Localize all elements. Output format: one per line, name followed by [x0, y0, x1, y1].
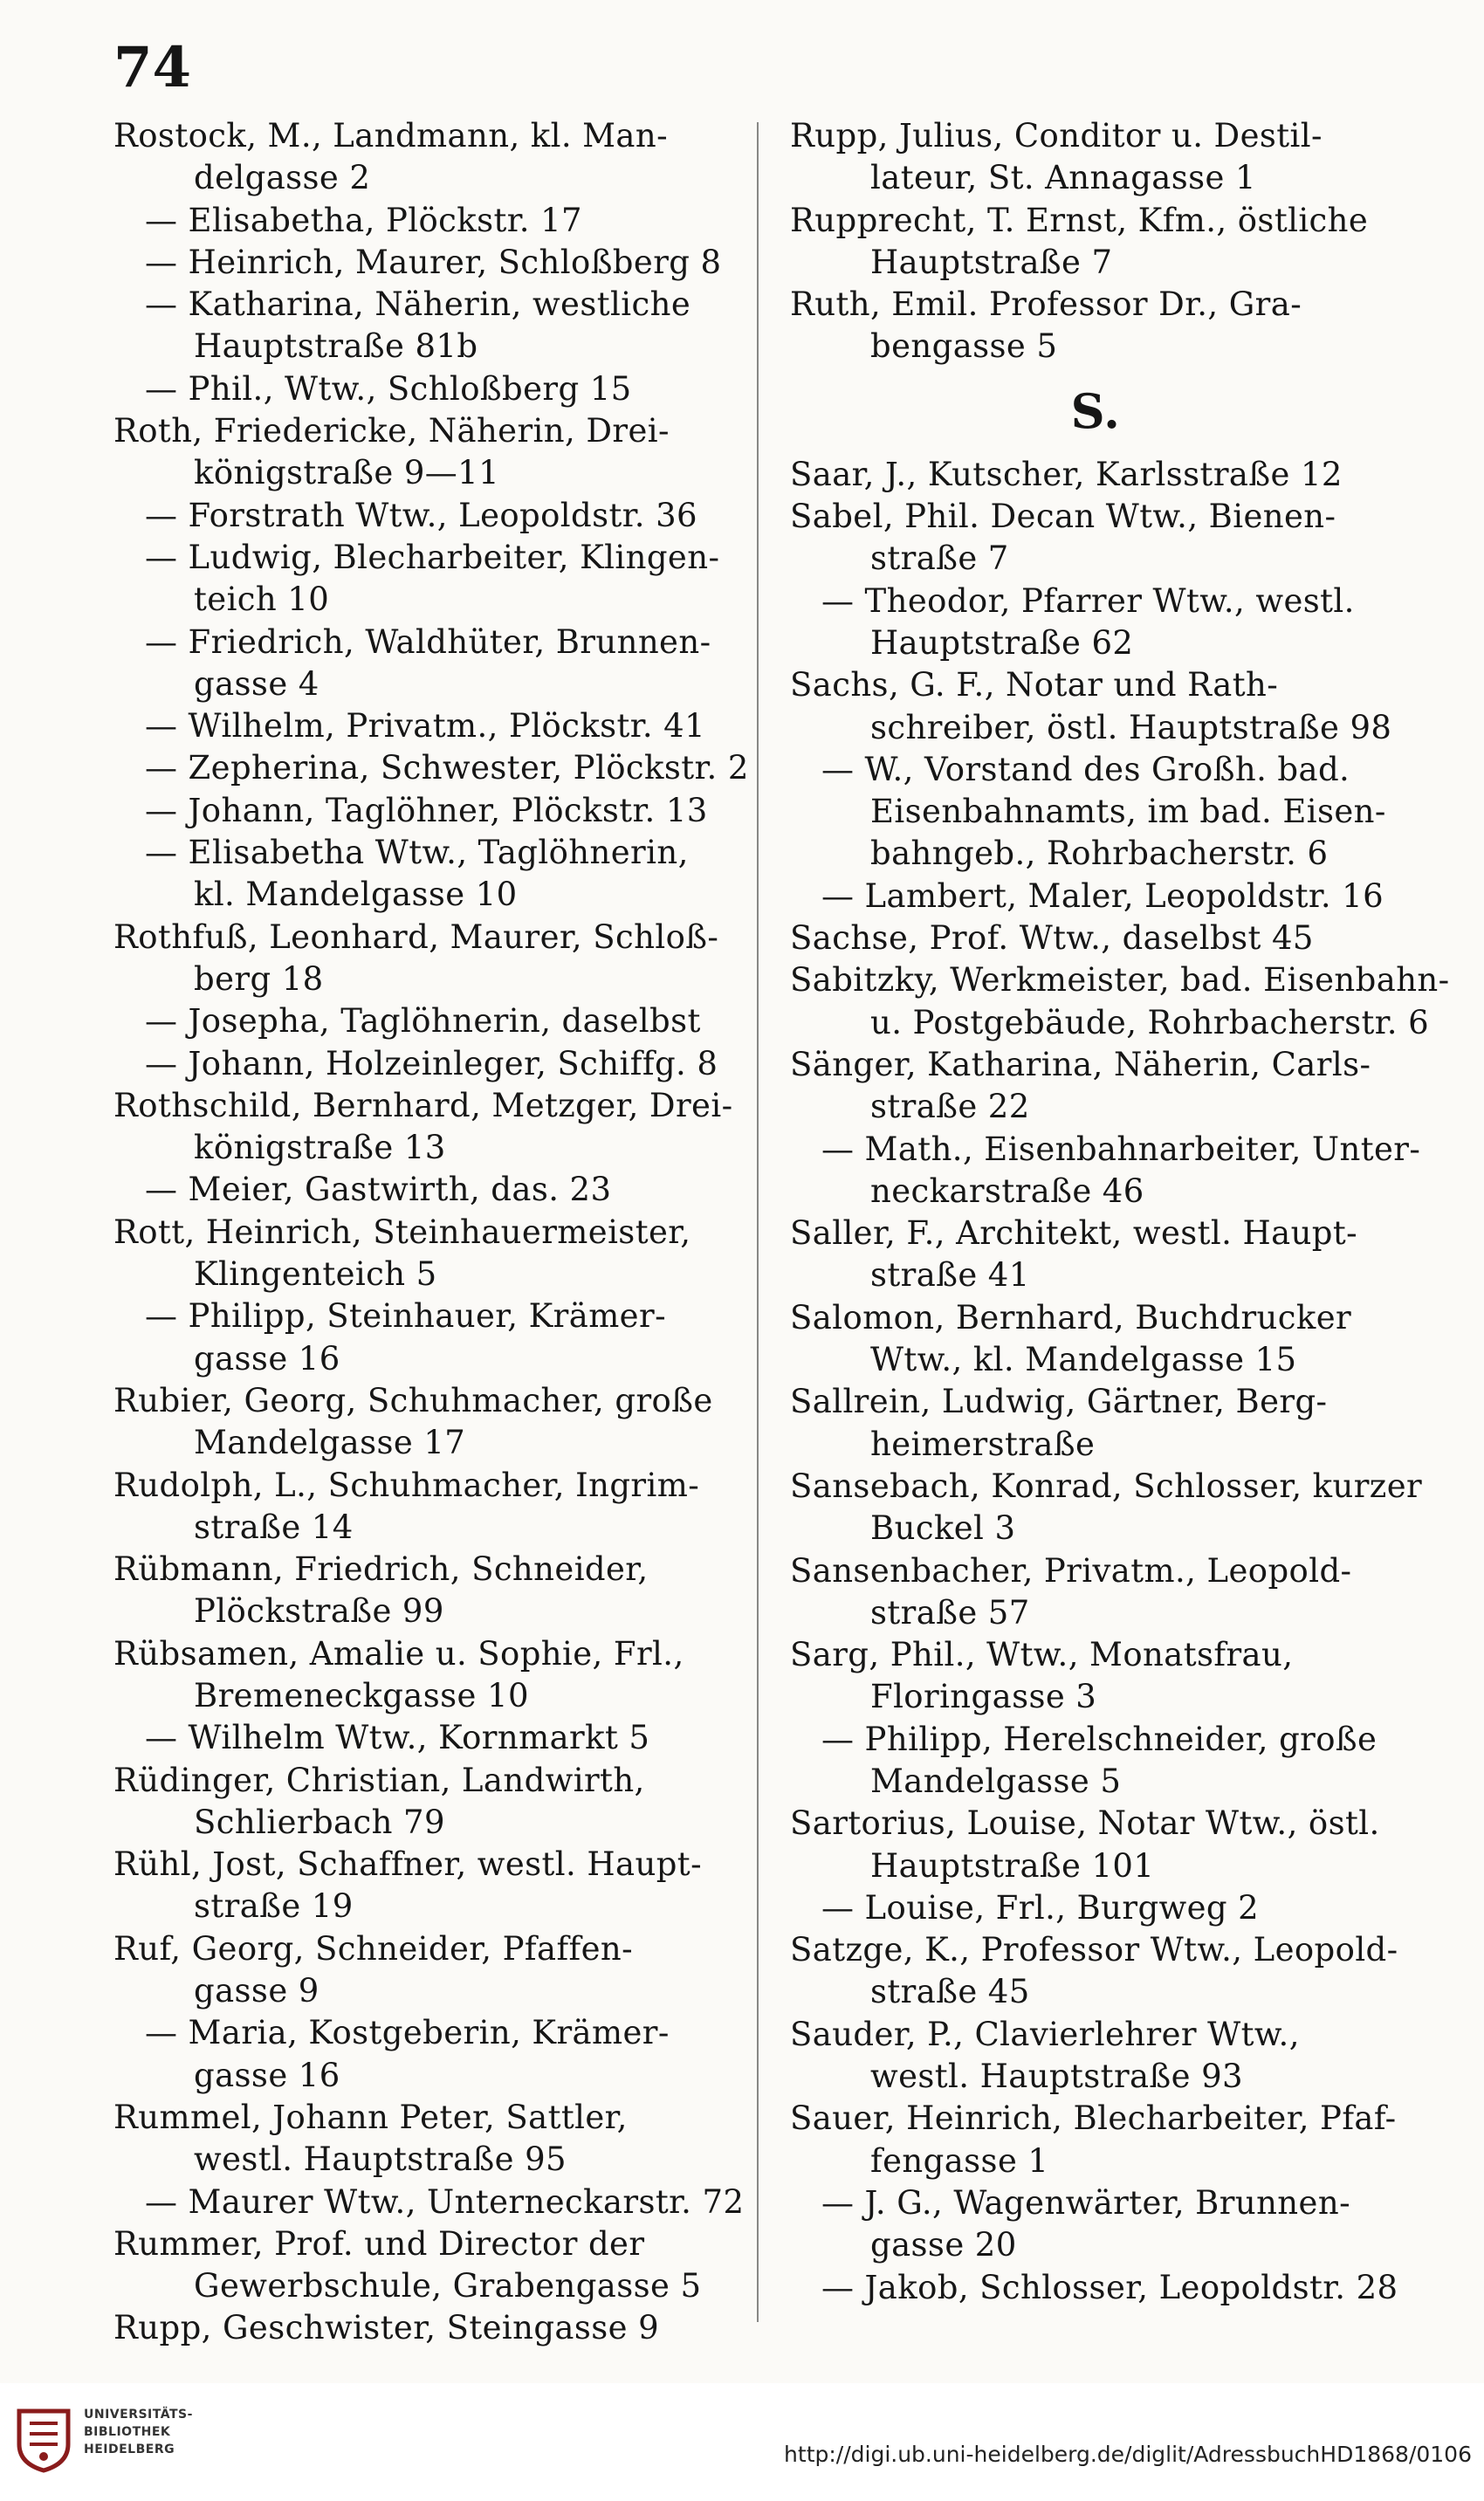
directory-entry [790, 917, 1401, 959]
entry-line: — Theodor, Pfarrer Wtw., westl. [821, 581, 1355, 620]
entry-line: Rüdinger, Christian, Landwirth, [113, 1761, 645, 1799]
entry-line: Rothschild, Bernhard, Metzger, Drei- [113, 1086, 733, 1124]
entry-line: Sauder, P., Clavierlehrer Wtw., [790, 2015, 1300, 2053]
entry-line: — Ludwig, Blecharbeiter, Klingen- [145, 538, 720, 576]
entry-continuation-line: gasse 9 [194, 1972, 319, 2010]
entry-line: — Forstrath Wtw., Leopoldstr. 36 [145, 496, 698, 534]
directory-entry [113, 1717, 751, 1759]
directory-entry [790, 581, 1401, 665]
directory-entry [790, 876, 1401, 917]
left-column [113, 115, 751, 2350]
entry-line: Sarg, Phil., Wtw., Monatsfrau, [790, 1636, 1294, 1674]
entry-line: — Elisabetha Wtw., Taglöhnerin, [145, 834, 689, 872]
entry-continuation-line: Plöckstraße 99 [194, 1592, 444, 1631]
entry-continuation-line: Schlierbach 79 [194, 1803, 445, 1841]
entry-continuation-line: straße 7 [870, 539, 1009, 578]
library-name-line: UNIVERSITÄTS- [84, 2408, 193, 2422]
entry-line: Salomon, Bernhard, Buchdrucker [790, 1298, 1352, 1336]
entry-line: — Philipp, Herelschneider, große [821, 1720, 1378, 1758]
directory-entry [790, 959, 1450, 1044]
directory-entry [113, 200, 751, 242]
directory-entry [113, 115, 751, 200]
directory-entry [113, 1760, 751, 1845]
entry-continuation-line: u. Postgebäude, Rohrbacherstr. 6 [870, 1003, 1430, 1041]
entry-line: — Johann, Taglöhner, Plöckstr. 13 [145, 791, 708, 829]
entry-continuation-line: straße 19 [194, 1887, 354, 1926]
entry-continuation-line: gasse 20 [870, 2226, 1017, 2264]
entry-continuation-line: schreiber, östl. Hauptstraße 98 [870, 708, 1392, 746]
directory-entry [790, 664, 1401, 749]
entry-line: Satzge, K., Professor Wtw., Leopold- [790, 1931, 1398, 1969]
entry-continuation-line: bengasse 5 [870, 327, 1058, 366]
entry-line: — W., Vorstand des Großh. bad. [821, 750, 1350, 788]
right-column-r-entries [790, 115, 1401, 368]
directory-entry [113, 242, 751, 284]
directory-entry [113, 2182, 751, 2223]
entry-line: — Katharina, Näherin, westliche [145, 285, 691, 324]
entry-line: Saller, F., Architekt, westl. Haupt- [790, 1214, 1358, 1253]
entry-continuation-line: bahngeb., Rohrbacherstr. 6 [870, 835, 1329, 873]
directory-entry [113, 1043, 751, 1085]
entry-line: Rostock, M., Landmann, kl. Man- [113, 117, 669, 155]
entry-line: Sabel, Phil. Decan Wtw., Bienen- [790, 498, 1336, 536]
entry-line: — J. G., Wagenwärter, Brunnen- [821, 2183, 1350, 2222]
entry-continuation-line: lateur, St. Annagasse 1 [870, 159, 1256, 197]
directory-entry [790, 1929, 1401, 2014]
entry-continuation-line: Eisenbahnamts, im bad. Eisen- [870, 793, 1386, 831]
entry-continuation-line: Klingenteich 5 [194, 1255, 437, 1294]
directory-entry [790, 1044, 1401, 1129]
entry-continuation-line: Hauptstraße 62 [870, 623, 1134, 662]
entry-line: Rothfuß, Leonhard, Maurer, Schloß- [113, 917, 719, 956]
directory-entry [113, 705, 751, 747]
entry-line: — Math., Eisenbahnarbeiter, Unter- [821, 1130, 1421, 1168]
directory-entry [113, 1633, 751, 1718]
directory-entry [790, 1129, 1421, 1213]
entry-continuation-line: kl. Mandelgasse 10 [194, 876, 518, 914]
directory-entry [113, 1380, 751, 1465]
right-column-s-entries [790, 454, 1450, 2309]
entry-line: — Maurer Wtw., Unterneckarstr. 72 [145, 2182, 745, 2221]
entry-continuation-line: straße 22 [870, 1088, 1030, 1126]
directory-entry [113, 1844, 751, 1928]
directory-entry [113, 410, 751, 495]
directory-entry [113, 2307, 751, 2349]
directory-entry [113, 1212, 751, 1296]
entry-line: — Lambert, Maler, Leopoldstr. 16 [821, 876, 1384, 915]
directory-entry [790, 1381, 1401, 1466]
directory-entry [790, 1719, 1401, 1804]
entry-continuation-line: Hauptstraße 7 [870, 243, 1113, 281]
entry-continuation-line: gasse 4 [194, 664, 319, 703]
entry-line: Rübsamen, Amalie u. Sophie, Frl., [113, 1634, 684, 1673]
entry-continuation-line: Mandelgasse 5 [870, 1762, 1122, 1800]
directory-entry [790, 284, 1401, 368]
entry-line: Rupprecht, T. Ernst, Kfm., östliche [790, 201, 1369, 239]
entry-continuation-line: Hauptstraße 101 [870, 1846, 1155, 1885]
entry-line: — Josepha, Taglöhnerin, daselbst [145, 1002, 701, 1041]
entry-continuation-line: Floringasse 3 [870, 1678, 1097, 1716]
entry-line: Rühl, Jost, Schaffner, westl. Haupt- [113, 1845, 702, 1884]
entry-line: Rupp, Julius, Conditor u. Destil- [790, 117, 1323, 155]
directory-entry [790, 1803, 1401, 1887]
directory-entry [790, 749, 1401, 876]
directory-entry [113, 368, 751, 410]
directory-entry [790, 2014, 1401, 2099]
entry-continuation-line: Hauptstraße 81b [194, 327, 478, 366]
entry-continuation-line: Wtw., kl. Mandelgasse 15 [870, 1341, 1297, 1379]
entry-line: Sänger, Katharina, Näherin, Carls- [790, 1045, 1371, 1083]
directory-entry [790, 2098, 1401, 2182]
entry-line: Rummer, Prof. und Director der [113, 2224, 645, 2263]
entry-continuation-line: teich 10 [194, 581, 330, 619]
directory-entry [113, 832, 751, 917]
entry-line: — Heinrich, Maurer, Schloßberg 8 [145, 243, 722, 281]
entry-line: — Meier, Gastwirth, das. 23 [145, 1171, 612, 1209]
entry-continuation-line: Mandelgasse 17 [194, 1424, 466, 1462]
entry-line: — Jakob, Schlosser, Leopoldstr. 28 [821, 2268, 1398, 2306]
entry-line: Sansenbacher, Privatm., Leopold- [790, 1551, 1352, 1590]
directory-entry [113, 2223, 751, 2308]
entry-line: — Louise, Frl., Burgweg 2 [821, 1888, 1260, 1927]
entry-line: Sachs, G. F., Notar und Rath- [790, 666, 1279, 704]
section-letter-heading: S. [1070, 382, 1121, 439]
directory-entry [790, 1634, 1401, 1719]
right-column [790, 115, 1450, 2309]
directory-entry [113, 1169, 751, 1211]
entry-continuation-line: delgasse 2 [194, 159, 371, 197]
directory-entry [113, 537, 751, 622]
entry-line: Rupp, Geschwister, Steingasse 9 [113, 2309, 660, 2347]
directory-entry [790, 2267, 1401, 2309]
directory-entry [113, 790, 751, 832]
entry-continuation-line: Bremeneckgasse 10 [194, 1676, 529, 1714]
entry-line: — Philipp, Steinhauer, Krämer- [145, 1297, 666, 1336]
entry-line: Ruf, Georg, Schneider, Pfaffen- [113, 1929, 634, 1968]
directory-entry [113, 1928, 751, 2013]
directory-entry [790, 1213, 1401, 1297]
library-name-line: HEIDELBERG [84, 2443, 175, 2456]
directory-entry [113, 747, 751, 789]
directory-entry [790, 496, 1401, 581]
directory-entry [113, 1465, 751, 1549]
entry-continuation-line: westl. Hauptstraße 93 [870, 2058, 1243, 2096]
entry-continuation-line: Gewerbschule, Grabengasse 5 [194, 2267, 702, 2305]
entry-line: Sartorius, Louise, Notar Wtw., östl. [790, 1804, 1380, 1843]
directory-entry [113, 1549, 751, 1633]
directory-entry [790, 1297, 1401, 1382]
directory-entry [790, 200, 1401, 285]
entry-line: — Maria, Kostgeberin, Krämer- [145, 2014, 670, 2052]
directory-entry [113, 2012, 751, 2097]
entry-line: Rudolph, L., Schuhmacher, Ingrim- [113, 1466, 700, 1504]
directory-entry [790, 115, 1401, 200]
entry-line: Sabitzky, Werkmeister, bad. Eisenbahn- [790, 961, 1450, 1000]
entry-line: Sachse, Prof. Wtw., daselbst 45 [790, 919, 1314, 958]
directory-entry [113, 284, 751, 368]
entry-line: — Johann, Holzeinleger, Schiffg. 8 [145, 1044, 718, 1082]
entry-continuation-line: königstraße 13 [194, 1129, 446, 1167]
entry-line: Rübmann, Friedrich, Schneider, [113, 1550, 649, 1589]
entry-line: — Friedrich, Waldhüter, Brunnen- [145, 622, 711, 661]
university-seal-icon [12, 2406, 75, 2474]
directory-entry [790, 454, 1401, 496]
page-number: 74 [113, 35, 192, 100]
directory-entry [790, 1550, 1401, 1635]
entry-continuation-line: straße 14 [194, 1508, 354, 1546]
directory-entry [113, 1295, 751, 1380]
entry-line: — Elisabetha, Plöckstr. 17 [145, 201, 582, 239]
library-name-line: BIBLIOTHEK [84, 2425, 171, 2439]
library-name [84, 2406, 193, 2458]
entry-continuation-line: fengasse 1 [870, 2141, 1049, 2180]
entry-line: — Zepherina, Schwester, Plöckstr. 2 [145, 749, 749, 787]
directory-entry [790, 1466, 1423, 1550]
directory-entry [790, 2182, 1401, 2267]
entry-line: — Phil., Wtw., Schloßberg 15 [145, 369, 632, 408]
entry-continuation-line: westl. Hauptstraße 95 [194, 2140, 567, 2179]
entry-line: Rubier, Georg, Schuhmacher, große [113, 1381, 713, 1419]
entry-line: Sansebach, Konrad, Schlosser, kurzer [790, 1467, 1423, 1505]
entry-continuation-line: straße 57 [870, 1593, 1030, 1632]
entry-continuation-line: königstraße 9—11 [194, 454, 500, 492]
directory-entry [113, 1085, 751, 1170]
directory-entry [790, 1887, 1401, 1929]
entry-line: Saar, J., Kutscher, Karlsstraße 12 [790, 455, 1343, 493]
directory-entry [113, 495, 751, 537]
entry-line: — Wilhelm Wtw., Kornmarkt 5 [145, 1719, 650, 1757]
entry-continuation-line: gasse 16 [194, 2056, 340, 2094]
entry-line: Roth, Friedericke, Näherin, Drei- [113, 412, 670, 450]
entry-continuation-line: Buckel 3 [870, 1509, 1016, 1548]
entry-line: Sallrein, Ludwig, Gärtner, Berg- [790, 1383, 1328, 1421]
entry-line: Ruth, Emil. Professor Dr., Gra- [790, 285, 1302, 324]
entry-line: — Wilhelm, Privatm., Plöckstr. 41 [145, 707, 706, 745]
entry-continuation-line: berg 18 [194, 959, 324, 998]
directory-entry [113, 1000, 751, 1042]
entry-continuation-line: gasse 16 [194, 1339, 340, 1378]
library-logo [12, 2402, 193, 2481]
entry-continuation-line: straße 45 [870, 1973, 1030, 2011]
entry-line: Rott, Heinrich, Steinhauermeister, [113, 1213, 691, 1251]
directory-entry [113, 622, 751, 706]
directory-entry [113, 2097, 751, 2182]
entry-line: Rummel, Johann Peter, Sattler, [113, 2098, 628, 2136]
entry-continuation-line: heimerstraße [870, 1425, 1096, 1463]
directory-entry [113, 917, 751, 1001]
entry-continuation-line: neckarstraße 46 [870, 1171, 1144, 1210]
entry-line: Sauer, Heinrich, Blecharbeiter, Pfaf- [790, 2099, 1397, 2138]
entry-continuation-line: straße 41 [870, 1256, 1030, 1295]
column-divider [757, 122, 759, 2322]
source-url-link[interactable]: http://digi.ub.uni-heidelberg.de/diglit/AdressbuchHD1868/0106 [784, 2442, 1472, 2467]
